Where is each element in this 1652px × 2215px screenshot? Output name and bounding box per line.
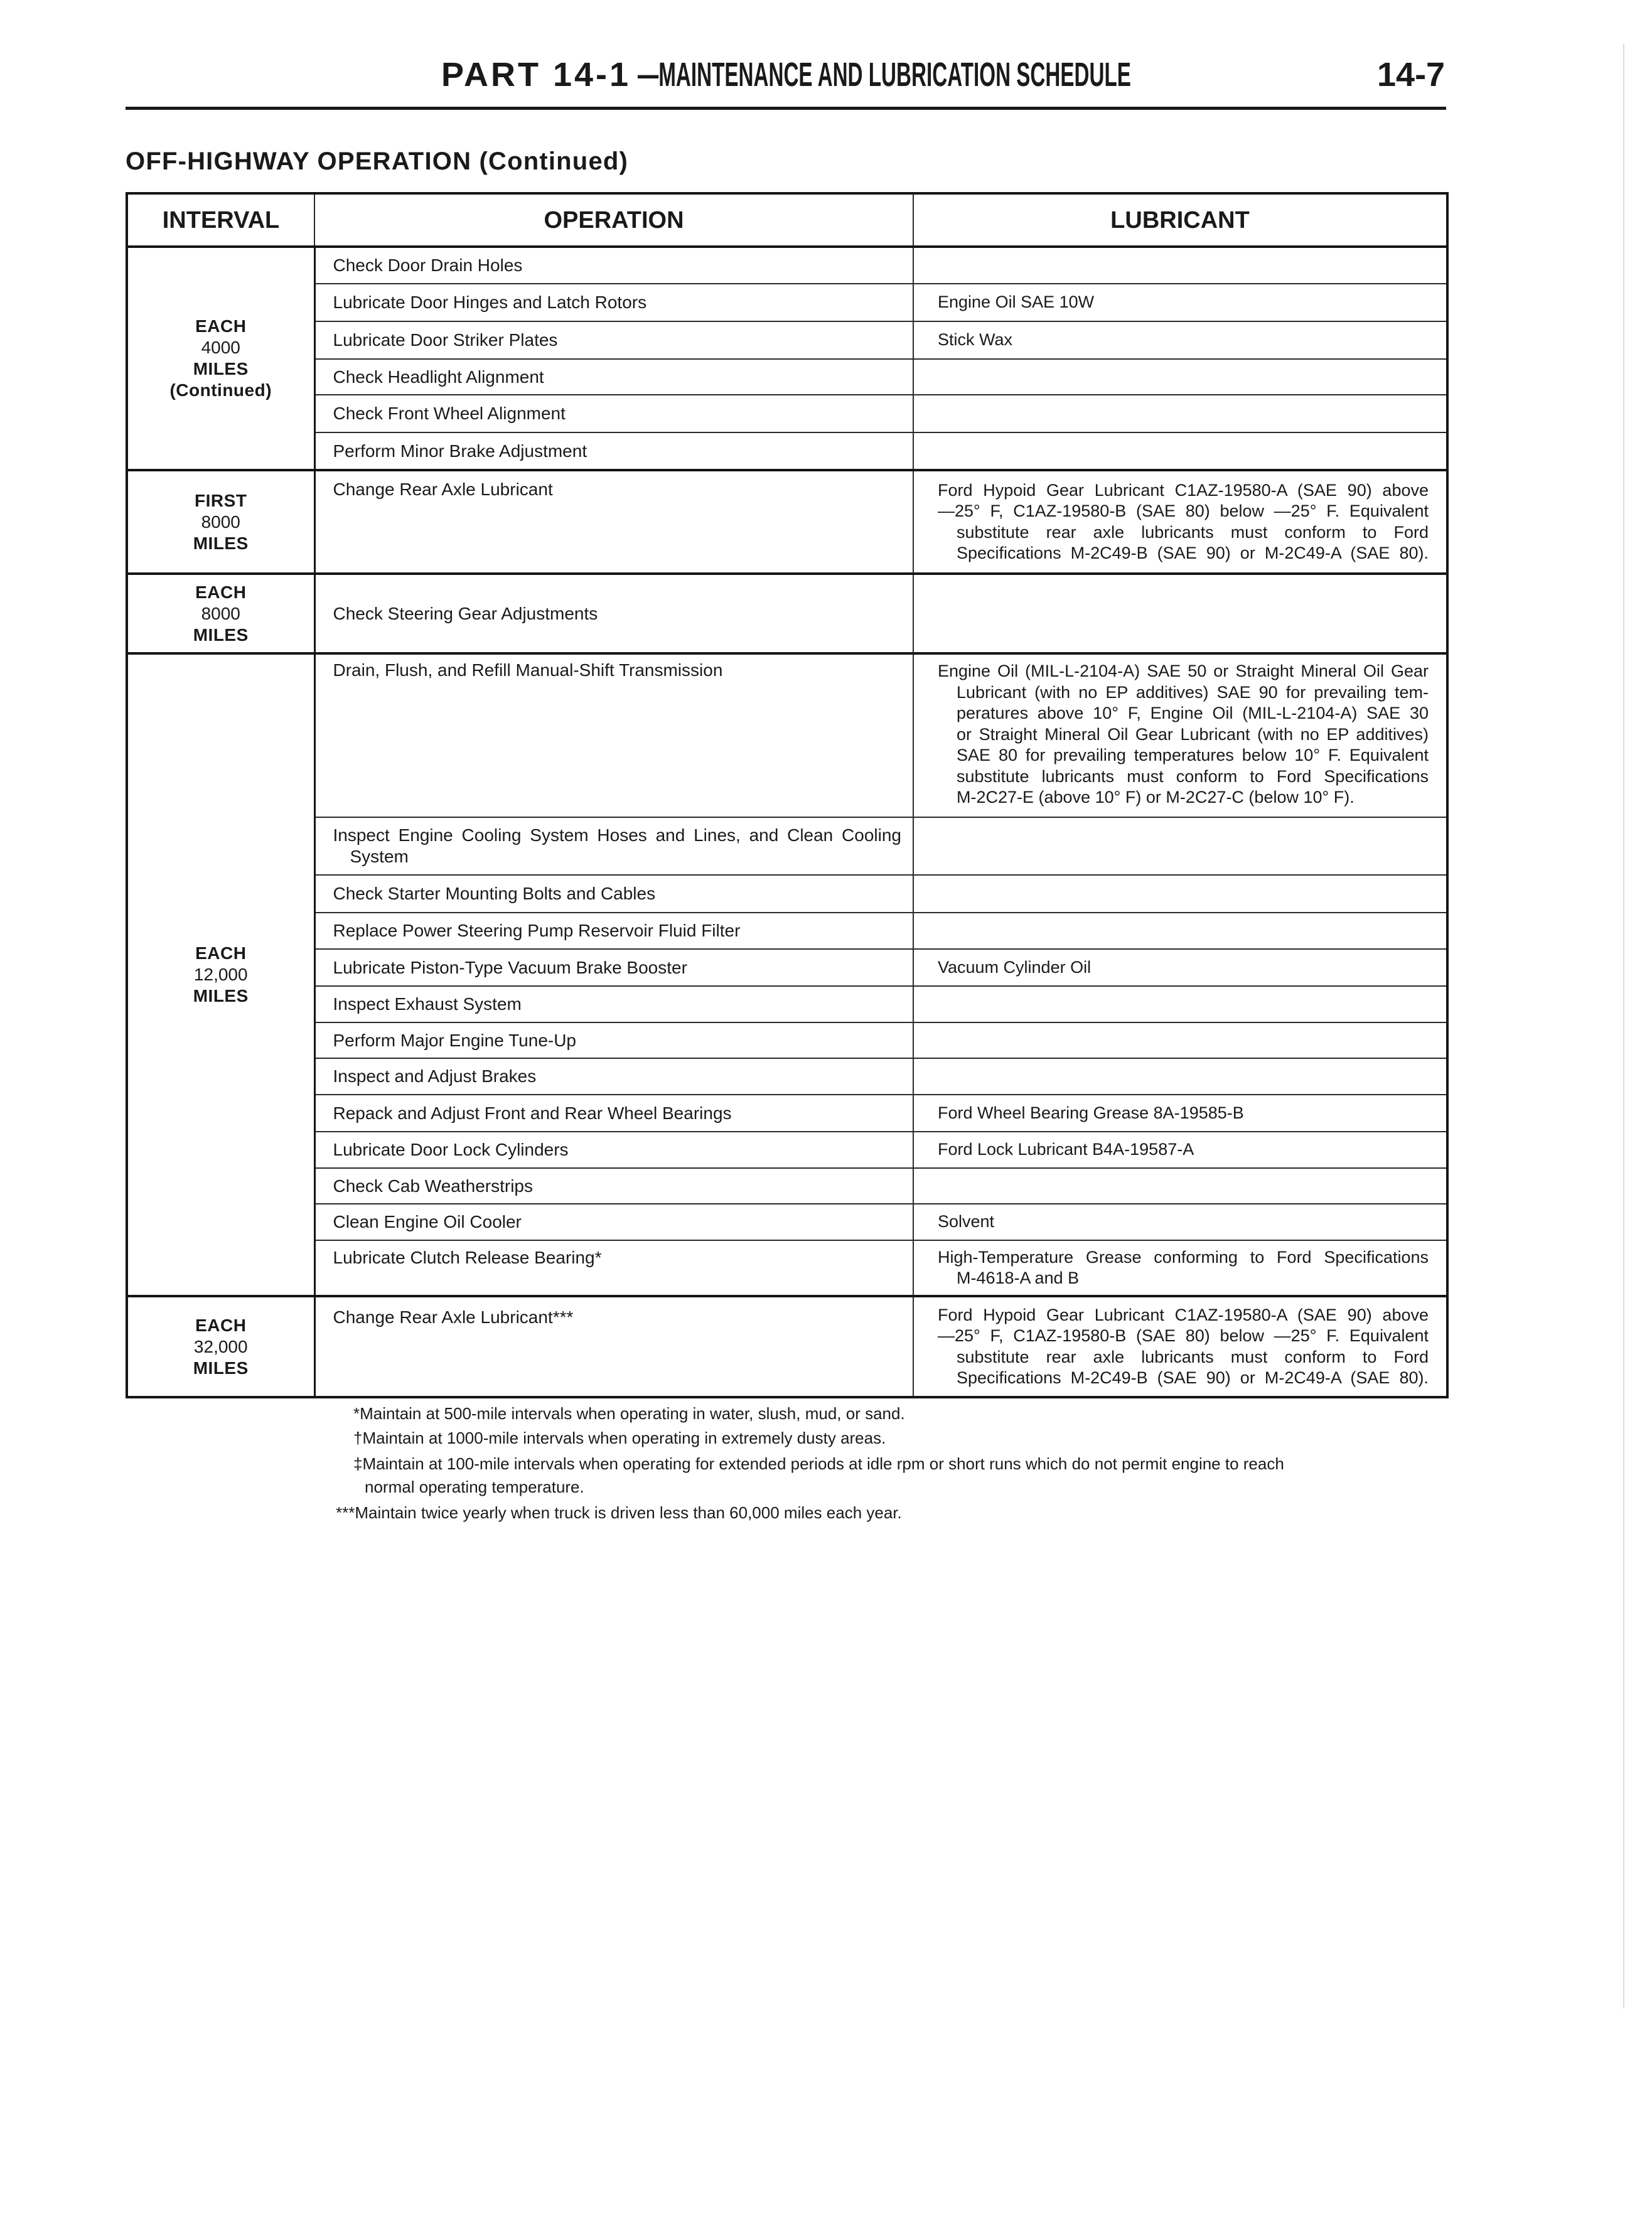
lubricant-text: Engine Oil SAE 10W	[938, 292, 1095, 312]
interval-label-line: MILES	[193, 533, 249, 553]
operation-cell	[314, 1058, 913, 1095]
interval-label-line: EACH	[195, 1315, 247, 1335]
lubricant-text: Ford Hypoid Gear Lubricant C1AZ-19580-A (SAE 90) above	[938, 1305, 1429, 1324]
interval-label-line: MILES	[193, 986, 249, 1006]
operation-text: Drain, Flush, and Refill Manual-Shift Transmission	[333, 660, 723, 680]
lubricant-cell	[913, 949, 1447, 986]
page-heading-title: —MAINTENANCE AND LUBRICATION SCHEDULE	[638, 56, 1131, 94]
operation-text: Inspect and Adjust Brakes	[333, 1066, 537, 1086]
table-row	[127, 1095, 1447, 1132]
footnote	[336, 1501, 902, 1525]
lubricant-text: M-2C27-E (above 10° F) or M-2C27-C (below 10° F).	[957, 788, 1354, 807]
operation-text: Lubricate Door Lock Cylinders	[333, 1140, 569, 1159]
lubricant-cell	[913, 432, 1447, 470]
interval-label-line: 8000	[201, 603, 240, 623]
operation-text: Lubricate Piston-Type Vacuum Brake Booster	[333, 957, 687, 977]
operation-text: Inspect Exhaust System	[333, 994, 522, 1014]
interval-label-line: MILES	[193, 359, 249, 378]
operation-cell	[314, 359, 913, 395]
operation-cell	[314, 913, 913, 949]
lubricant-cell	[913, 1168, 1447, 1204]
interval-label-line: EACH	[195, 582, 247, 602]
operation-cell	[314, 1240, 913, 1296]
lubricant-cell	[913, 1132, 1447, 1168]
operation-cell	[314, 949, 913, 986]
operation-cell	[314, 395, 913, 432]
operation-text: Lubricate Door Hinges and Latch Rotors	[333, 292, 647, 312]
header-rule	[126, 107, 1446, 110]
footnote-text: normal operating temperature.	[365, 1478, 584, 1496]
interval-label-line: (Continued)	[169, 380, 272, 400]
interval-label-line: 12,000	[193, 965, 248, 984]
lubricant-cell	[913, 1095, 1447, 1132]
table-row	[127, 1058, 1447, 1095]
footnote-text: ***Maintain twice yearly when truck is driven less than 60,000 miles each year.	[336, 1503, 902, 1522]
lubricant-text: High-Temperature Grease conforming to Ford Specifications	[938, 1247, 1429, 1267]
lubricant-text: Stick Wax	[938, 330, 1013, 350]
column-header-lubricant: LUBRICANT	[913, 193, 1447, 247]
section-title: OFF-HIGHWAY OPERATION (Continued)	[126, 147, 629, 175]
operation-cell	[314, 875, 913, 913]
operation-text: Check Front Wheel Alignment	[333, 404, 566, 423]
lubricant-cell	[913, 574, 1447, 653]
operation-cell	[314, 284, 913, 321]
operation-text: Check Steering Gear Adjustments	[333, 603, 598, 623]
maintenance-schedule-table	[126, 192, 1449, 1398]
table-row	[127, 284, 1447, 321]
page-number: 14-7	[1377, 56, 1446, 94]
lubricant-cell	[913, 875, 1447, 913]
operation-cell	[314, 1168, 913, 1204]
interval-label-line: EACH	[195, 943, 247, 963]
operation-cell	[314, 247, 913, 284]
operation-text: Lubricate Clutch Release Bearing*	[333, 1248, 602, 1267]
lubricant-cell	[913, 1022, 1447, 1058]
lubricant-text: substitute rear axle lubricants must conform to Ford	[957, 1347, 1429, 1366]
operation-cell	[314, 1296, 913, 1397]
lubricant-text: —25° F, C1AZ-19580-B (SAE 80) below —25° F. Equivalent	[938, 1326, 1429, 1345]
table-row	[127, 395, 1447, 432]
operation-cell	[314, 1022, 913, 1058]
operation-text: Perform Major Engine Tune-Up	[333, 1030, 577, 1050]
table-row	[127, 1296, 1447, 1397]
footnote-text: *Maintain at 500-mile intervals when operating in water, slush, mud, or sand.	[353, 1404, 905, 1423]
lubricant-cell	[913, 1204, 1447, 1240]
operation-cell	[314, 1132, 913, 1168]
operation-cell	[314, 986, 913, 1022]
lubricant-text: SAE 80 for prevailing temperatures below 10° F. Equivalent	[957, 746, 1429, 764]
table-row	[127, 470, 1447, 574]
operation-text: Repack and Adjust Front and Rear Wheel Bearings	[333, 1103, 732, 1123]
operation-cell	[314, 1204, 913, 1240]
lubricant-text: —25° F, C1AZ-19580-B (SAE 80) below —25° F. Equivalent	[938, 501, 1429, 520]
lubricant-text: Ford Lock Lubricant B4A-19587-A	[938, 1140, 1194, 1159]
lubricant-cell	[913, 470, 1447, 574]
operation-text: Check Door Drain Holes	[333, 255, 523, 275]
table-row	[127, 1168, 1447, 1204]
interval-cell	[127, 470, 314, 574]
operation-text: Inspect Engine Cooling System Hoses and Lines, and Clean Cooling	[333, 825, 901, 845]
page-edge-shadow	[1623, 44, 1624, 2009]
lubricant-text: Solvent	[938, 1212, 995, 1231]
lubricant-cell	[913, 1058, 1447, 1095]
part-label: PART 14-1	[441, 56, 631, 94]
interval-label-line: EACH	[195, 316, 247, 336]
table-row	[127, 913, 1447, 949]
operation-cell	[314, 653, 913, 817]
lubricant-text: substitute rear axle lubricants must conform to Ford	[957, 522, 1429, 542]
interval-cell	[127, 247, 314, 470]
table-row	[127, 1240, 1447, 1296]
footnote	[353, 1402, 905, 1425]
interval-label-line: FIRST	[195, 490, 247, 510]
lubricant-cell	[913, 1240, 1447, 1296]
table-row	[127, 321, 1447, 359]
lubricant-text: Engine Oil (MIL-L-2104-A) SAE 50 or Straight Mineral Oil Gear	[938, 662, 1429, 680]
lubricant-cell	[913, 395, 1447, 432]
table-row	[127, 949, 1447, 986]
table-row	[127, 875, 1447, 913]
lubricant-text: Lubricant (with no EP additives) SAE 90 for prevailing tem-	[957, 682, 1429, 702]
interval-label-line: 8000	[201, 512, 240, 532]
lubricant-cell	[913, 913, 1447, 949]
lubricant-cell	[913, 321, 1447, 359]
footnote-text: †Maintain at 1000-mile intervals when operating in extremely dusty areas.	[353, 1429, 886, 1447]
lubricant-text: Ford Hypoid Gear Lubricant C1AZ-19580-A (SAE 90) above	[938, 480, 1429, 500]
table-row	[127, 817, 1447, 875]
column-header-operation: OPERATION	[314, 193, 913, 247]
table-row	[127, 653, 1447, 817]
operation-text: Perform Minor Brake Adjustment	[333, 441, 587, 461]
lubricant-cell	[913, 817, 1447, 875]
footnote	[353, 1427, 886, 1450]
interval-cell	[127, 574, 314, 653]
operation-cell	[314, 432, 913, 470]
lubricant-cell	[913, 1296, 1447, 1397]
lubricant-text: Specifications M-2C49-B (SAE 90) or M-2C49-A (SAE 80).	[957, 544, 1429, 562]
interval-label-line: 4000	[201, 338, 240, 357]
footnote	[353, 1452, 1284, 1499]
table-row	[127, 1022, 1447, 1058]
operation-text: Change Rear Axle Lubricant	[333, 480, 553, 499]
table-row	[127, 359, 1447, 395]
lubricant-text: Specifications M-2C49-B (SAE 90) or M-2C49-A (SAE 80).	[957, 1368, 1429, 1387]
interval-cell	[127, 1296, 314, 1397]
operation-text: Check Cab Weatherstrips	[333, 1176, 533, 1196]
lubricant-text: M-4618-A and B	[957, 1268, 1080, 1287]
operation-text: Replace Power Steering Pump Reservoir Fluid Filter	[333, 921, 741, 940]
lubricant-text: or Straight Mineral Oil Gear Lubricant (with no EP additives)	[957, 724, 1429, 744]
operation-cell	[314, 817, 913, 875]
table-header-row	[127, 193, 1447, 247]
operation-text: Change Rear Axle Lubricant***	[333, 1307, 574, 1327]
operation-cell	[314, 1095, 913, 1132]
column-header-interval: INTERVAL	[127, 193, 314, 247]
operation-cell	[314, 470, 913, 574]
operation-text: Check Starter Mounting Bolts and Cables	[333, 884, 656, 903]
footnote-text: ‡Maintain at 100-mile intervals when operating for extended periods at idle rpm or short runs which do not permit engine to reach	[353, 1454, 1284, 1473]
operation-text: Lubricate Door Striker Plates	[333, 330, 558, 350]
operation-cell	[314, 321, 913, 359]
interval-label-line: MILES	[193, 625, 249, 645]
operation-cell	[314, 574, 913, 653]
operation-text: System	[350, 847, 409, 866]
lubricant-text: substitute lubricants must conform to Ford Specifications	[957, 766, 1429, 786]
table-row	[127, 1132, 1447, 1168]
lubricant-cell	[913, 986, 1447, 1022]
operation-text: Check Headlight Alignment	[333, 367, 544, 387]
lubricant-cell	[913, 284, 1447, 321]
table-row	[127, 986, 1447, 1022]
table-row	[127, 432, 1447, 470]
lubricant-text: Ford Wheel Bearing Grease 8A-19585-B	[938, 1103, 1244, 1122]
table-row	[127, 574, 1447, 653]
lubricant-cell	[913, 359, 1447, 395]
table-row	[127, 247, 1447, 284]
lubricant-text: Vacuum Cylinder Oil	[938, 957, 1092, 977]
interval-label-line: 32,000	[193, 1336, 248, 1356]
operation-text: Clean Engine Oil Cooler	[333, 1212, 522, 1231]
lubricant-text: peratures above 10° F, Engine Oil (MIL-L-2104-A) SAE 30	[957, 704, 1429, 722]
lubricant-cell	[913, 653, 1447, 817]
interval-label-line: MILES	[193, 1358, 249, 1378]
table-row	[127, 1204, 1447, 1240]
lubricant-cell	[913, 247, 1447, 284]
interval-cell	[127, 653, 314, 1296]
